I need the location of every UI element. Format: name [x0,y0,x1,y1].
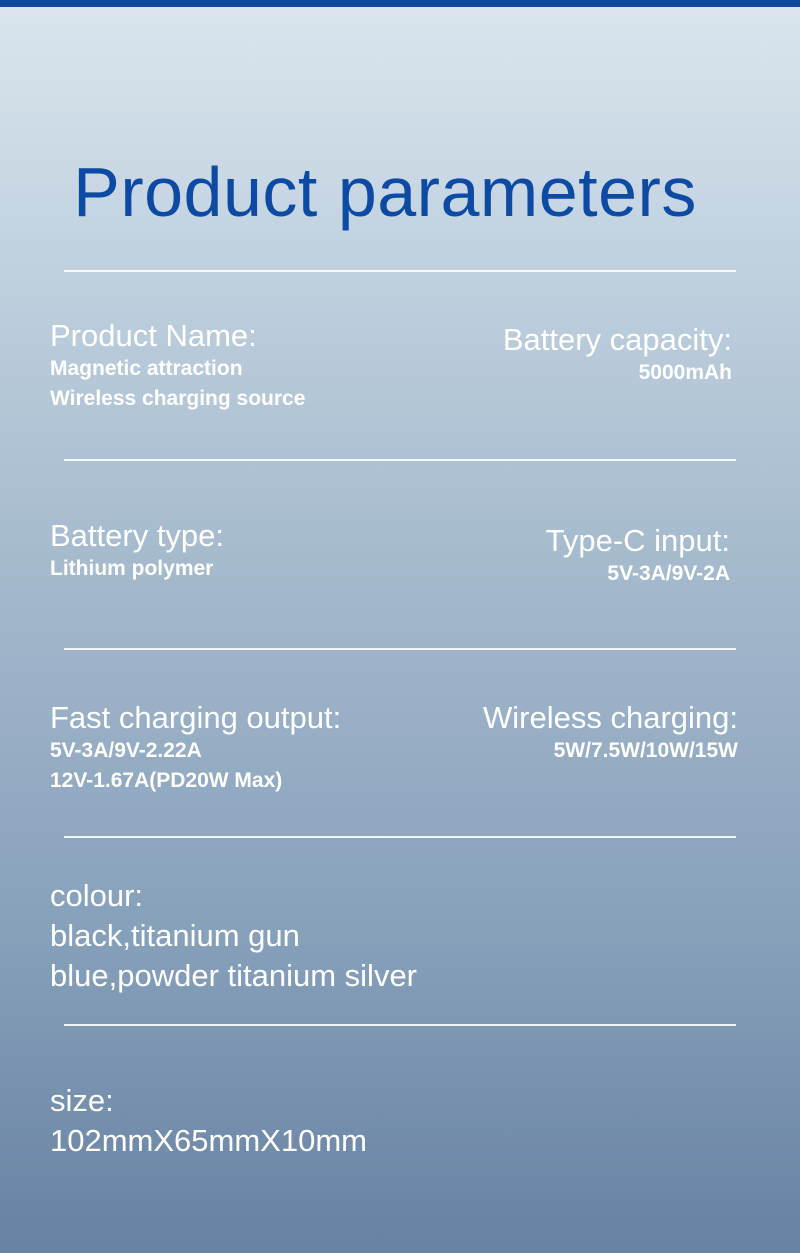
battery-type-value: Lithium polymer [50,557,214,580]
battery-type-label: Battery type: [50,518,225,553]
page-title: Product parameters [73,153,697,231]
colour-value-line-2: blue,powder titanium silver [50,958,418,993]
wireless-charging-label: Wireless charging: [483,700,738,735]
top-accent-bar [0,0,800,7]
size-block [50,1081,367,1161]
divider [64,270,736,272]
divider [64,648,736,650]
typec-input-label: Type-C input: [545,523,730,558]
wireless-charging-value: 5W/7.5W/10W/15W [553,739,738,762]
battery-capacity-value: 5000mAh [638,361,732,384]
typec-input-block [546,523,730,589]
size-label: size: [50,1083,114,1118]
battery-capacity-block [503,322,732,388]
fast-charging-label: Fast charging output: [50,700,342,735]
fast-charging-block [50,700,341,796]
fast-charging-value-line-2: 12V-1.67A(PD20W Max) [50,769,283,792]
fast-charging-value-line-1: 5V-3A/9V-2.22A [50,739,202,762]
product-name-block [50,318,305,414]
colour-value-line-1: black,titanium gun [50,918,300,953]
product-name-label: Product Name: [50,318,257,353]
battery-type-block [50,518,224,584]
battery-capacity-label: Battery capacity: [502,322,732,357]
colour-label: colour: [50,878,144,913]
product-name-value-line-1: Magnetic attraction [50,357,243,380]
typec-input-value: 5V-3A/9V-2A [607,562,730,585]
divider [64,1024,736,1026]
divider [64,836,736,838]
product-name-value-line-2: Wireless charging source [50,387,306,410]
size-value: 102mmX65mmX10mm [50,1123,367,1158]
colour-block [50,876,417,996]
wireless-charging-block [483,700,738,766]
divider [64,459,736,461]
